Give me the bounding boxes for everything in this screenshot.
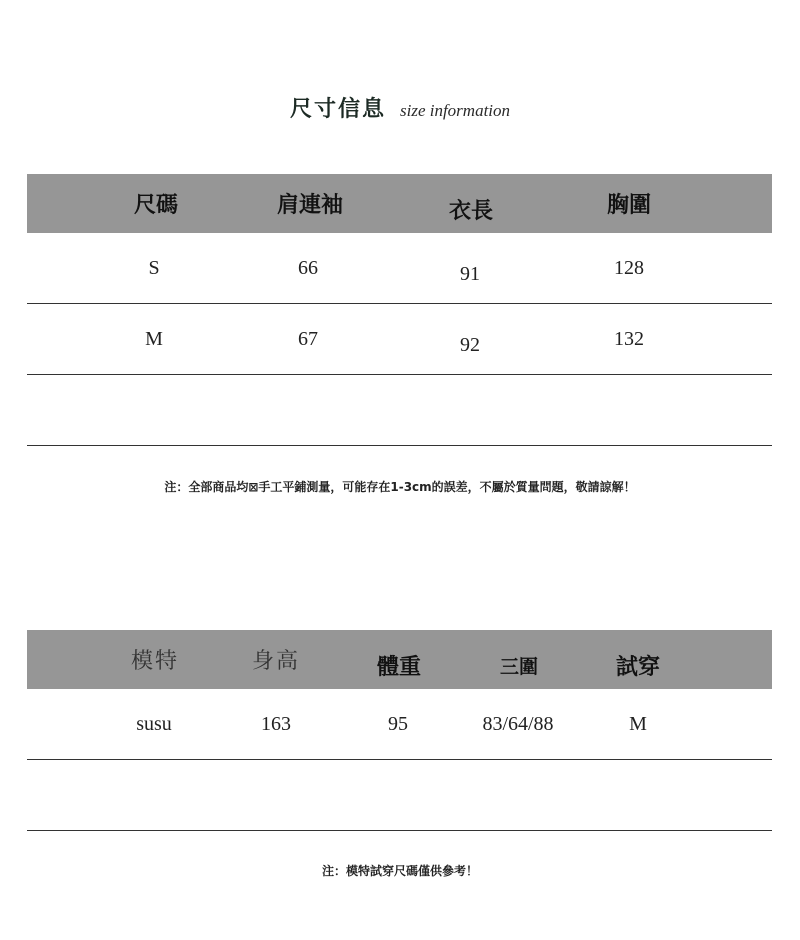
table-row xyxy=(27,304,772,375)
cell-shoulder-sleeve: 66 xyxy=(298,256,318,279)
cell-measurements: 83/64/88 xyxy=(482,712,554,735)
header-height: 身高 xyxy=(251,649,301,674)
title-chinese: 尺寸信息 xyxy=(289,96,386,122)
table-row-empty xyxy=(27,760,772,831)
cell-model-name: susu xyxy=(136,712,172,735)
table-row xyxy=(27,689,772,760)
model-note: 注：模特試穿尺碼僅供參考！ xyxy=(321,864,478,878)
header-length: 衣長 xyxy=(448,199,494,224)
cell-chest: 132 xyxy=(614,327,644,350)
size-note: 注：全部商品均⊠手工平鋪測量，可能存在1-3cm的誤差，不屬於質量問題，敬請諒解！ xyxy=(164,480,636,494)
size-table xyxy=(27,174,772,446)
cell-fit-size: M xyxy=(629,712,647,735)
table-row-empty xyxy=(27,375,772,446)
page-title xyxy=(0,92,800,123)
header-weight: 體重 xyxy=(376,655,422,680)
table-row xyxy=(27,233,772,304)
header-model: 模特 xyxy=(130,649,180,674)
cell-length: 92 xyxy=(460,333,480,356)
cell-size: M xyxy=(145,327,163,350)
cell-weight: 95 xyxy=(388,712,408,735)
header-size: 尺碼 xyxy=(133,193,179,218)
cell-shoulder-sleeve: 67 xyxy=(298,327,318,350)
size-table-header xyxy=(27,174,772,233)
model-table xyxy=(27,630,772,831)
header-shoulder-sleeve: 肩連袖 xyxy=(276,193,344,218)
cell-length: 91 xyxy=(460,262,480,285)
cell-chest: 128 xyxy=(614,256,644,279)
model-table-header xyxy=(27,630,772,689)
cell-size: S xyxy=(148,256,160,279)
header-fit-size: 試穿 xyxy=(615,655,661,680)
cell-height: 163 xyxy=(261,712,291,735)
title-english: size information xyxy=(399,101,511,120)
header-measurements: 三圍 xyxy=(499,656,539,678)
header-chest: 胸圍 xyxy=(606,193,652,218)
